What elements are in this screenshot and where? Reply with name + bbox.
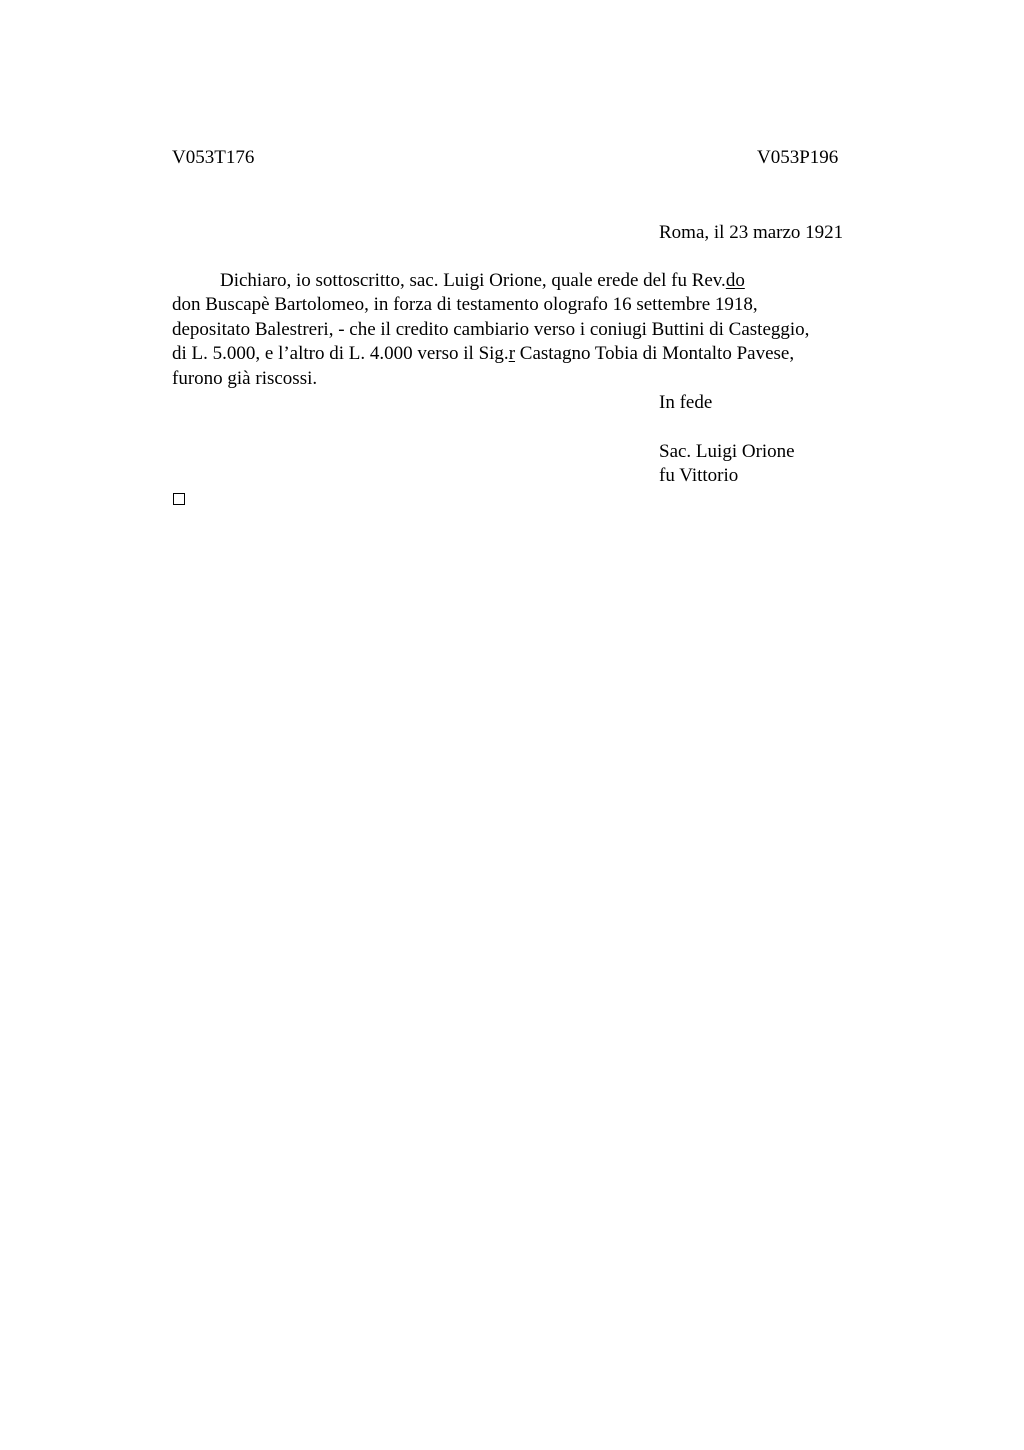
body-line-text: Dichiaro, io sottoscritto, sac. Luigi Orione, quale erede del fu Rev. [220, 270, 726, 291]
document-code-left: V053T176 [172, 147, 255, 168]
empty-square-icon [173, 493, 185, 505]
letter-body-line: depositato Balestreri, - che il credito cambiario verso i coniugi Buttini di Casteggio, [172, 319, 810, 340]
letter-closing: In fede [659, 392, 713, 413]
signature-name: Sac. Luigi Orione [659, 441, 795, 462]
superscript-abbreviation: r [508, 343, 516, 364]
letter-body-line: furono già riscossi. [172, 368, 318, 389]
letter-body-line [172, 342, 794, 367]
document-code-right: V053P196 [757, 147, 839, 168]
signature-father: fu Vittorio [659, 465, 739, 486]
letter-body-line [220, 269, 745, 294]
body-line-text: Castagno Tobia di Montalto Pavese, [515, 343, 795, 364]
letter-date-line: Roma, il 23 marzo 1921 [659, 222, 844, 243]
superscript-abbreviation: do [725, 270, 745, 291]
letter-body-line: don Buscapè Bartolomeo, in forza di testamento olografo 16 settembre 1918, [172, 294, 758, 315]
body-line-text: di L. 5.000, e l’altro di L. 4.000 verso il Sig. [172, 343, 509, 364]
